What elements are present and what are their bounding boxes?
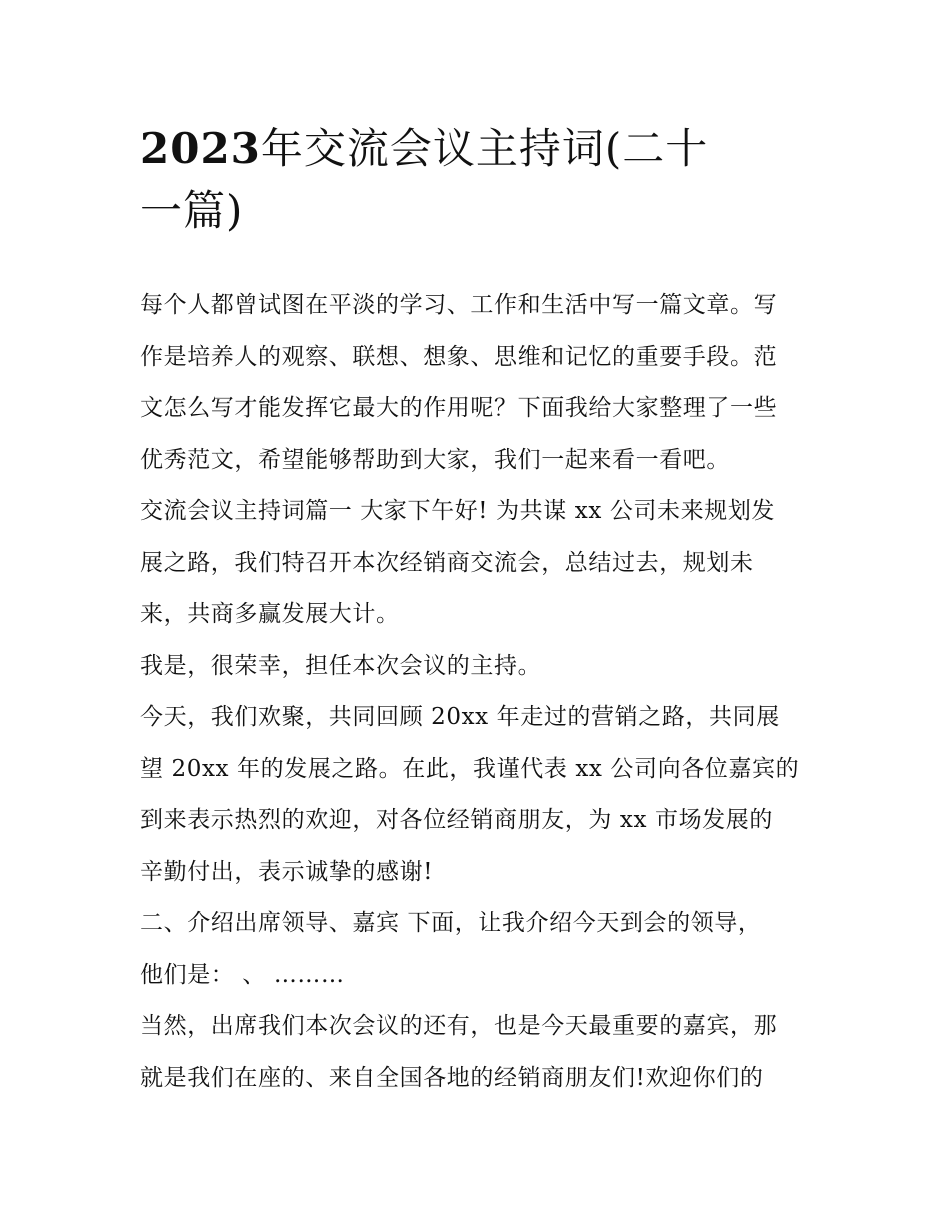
text-line: 辛勤付出，表示诚挚的感谢! — [140, 858, 434, 885]
text-line: 我是，很荣幸，担任本次会议的主持。 — [140, 652, 542, 679]
text-line: 二、介绍出席领导、嘉宾 下面，让我介绍今天到会的领导， — [140, 910, 762, 936]
text-line: 展之路，我们特召开本次经销商交流会，总结过去，规划未 — [140, 549, 754, 576]
text-line: 作是培养人的观察、联想、想象、思维和记忆的重要手段。范 — [140, 343, 778, 370]
paragraph-opening — [140, 486, 830, 641]
document-title — [140, 118, 820, 242]
paragraph-welcome — [140, 692, 830, 898]
document-body — [140, 280, 830, 1104]
text-line: 就是我们在座的、来自全国各地的经销商朋友们!欢迎你们的 — [140, 1064, 764, 1091]
text-line: 今天，我们欢聚，共同回顾 20xx 年走过的营销之路，共同展 — [140, 704, 780, 730]
paragraph-dealers — [140, 1001, 830, 1104]
paragraph-host — [140, 641, 830, 693]
text-line: 他们是： 、 ……… — [140, 961, 345, 988]
text-line: 望 20xx 年的发展之路。在此，我谨代表 xx 公司向各位嘉宾的 — [140, 755, 800, 782]
text-line: 当然，出席我们本次会议的还有，也是今天最重要的嘉宾，那 — [140, 1013, 778, 1039]
text-line: 来，共商多赢发展大计。 — [140, 601, 400, 627]
text-line: 交流会议主持词篇一 大家下午好! 为共谋 xx 公司未来规划发 — [140, 498, 776, 524]
text-line: 每个人都曾试图在平淡的学习、工作和生活中写一篇文章。写 — [140, 292, 778, 318]
paragraph-guests — [140, 898, 830, 1001]
title-year: 2023 — [140, 124, 261, 173]
title-line-1 — [140, 118, 820, 180]
paragraph-intro — [140, 280, 830, 486]
text-line: 到来表示热烈的欢迎，对各位经销商朋友，为 xx 市场发展的 — [140, 807, 773, 833]
text-line: 优秀范文，希望能够帮助到大家，我们一起来看一看吧。 — [140, 446, 730, 473]
text-line: 文怎么写才能发挥它最大的作用呢？下面我给大家整理了一些 — [140, 395, 778, 421]
title-text-1: 年交流会议主持词(二十 — [260, 124, 709, 173]
title-line-2: 一篇) — [140, 186, 244, 235]
